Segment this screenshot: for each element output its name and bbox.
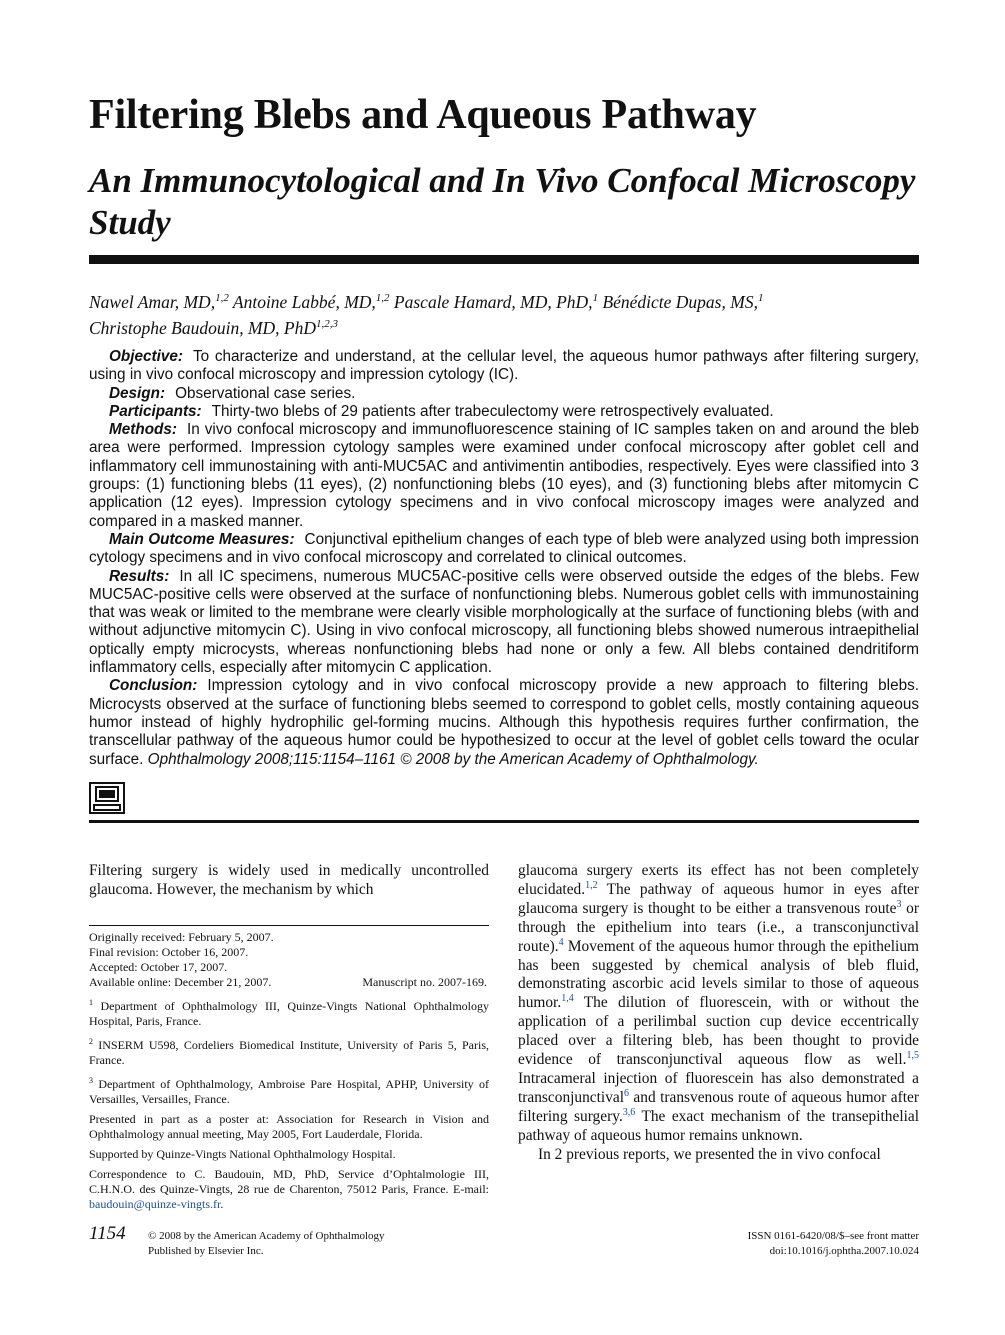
abstract [89,348,919,769]
abstract-objective [89,348,919,385]
available-date: Available online: December 21, 2007. [89,975,272,989]
section-text: Thirty-two blebs of 29 patients after trabeculectomy were retrospectively evaluated. [211,402,774,420]
article-title: Filtering Blebs and Aqueous Pathway [89,92,757,138]
correspondence-text: Correspondence to C. Baudouin, MD, PhD, Service d’Ophtalmologie III, C.H.N.O. des Quinze-Vingts, 28 rue de Charenton, 75012 Paris, France. E-mail: [89,1167,489,1196]
available-row [89,975,489,990]
sentence: glaucoma surgery exerts its effect has not been completely elucidated. [518,862,919,898]
footnote-rule [89,925,489,926]
abstract-participants [89,403,919,421]
section-text: Conjunctival epithelium changes of each type of bleb were analyzed using both impression cytology specimens and in vivo confocal microscopy and correlated to clinical outcomes. [89,530,920,567]
section-label: Objective: [109,348,183,365]
affiliation-ref: 1,2 [215,292,229,304]
citation-ref[interactable]: 1,4 [561,993,574,1005]
sentence: The exact mechanism of the transepithelial pathway of aqueous humor remains unknown. [518,1107,919,1144]
affiliation-ref: 1,2,3 [316,317,339,330]
left-column-text [89,862,489,900]
section-text: To characterize and understand, at the cellular level, the aqueous humor pathways after filtering surgery, using in vivo confocal microscopy and impression cytology (IC). [89,348,919,384]
computer-monitor-icon [89,782,125,814]
sentence: The dilution of fluorescein, with or without the application of a perilimbal suction cup device eccentrically placed over a filtering bleb, has been thought to provide evidence of transconjunctival aqueous flow as well. [518,994,919,1069]
page-number: 1154 [89,1223,126,1244]
affiliation-number: 1 [89,998,93,1007]
punctuation: . [220,1197,224,1211]
author-name: Christophe Baudouin, MD, PhD [89,317,317,338]
abstract-design [89,385,919,403]
doi-line[interactable]: doi:10.1016/j.ophtha.2007.10.024 [769,1245,919,1257]
sentence: Intracameral injection of fluorescein has also demonstrated a transconjunctival [518,1069,919,1106]
article-dates [89,930,489,990]
author-name: Pascale Hamard, MD, PhD, [393,291,593,312]
section-text: Observational case series. [175,384,356,402]
publisher-line: Published by Elsevier Inc. [148,1245,264,1257]
author-line-2 [89,313,919,339]
affiliation-2 [89,1034,489,1068]
affiliation-3 [89,1073,489,1107]
received-date: Originally received: February 5, 2007. [89,930,274,944]
title-rule [89,255,919,264]
intro-paragraph: Filtering surgery is widely used in medically uncontrolled glaucoma. However, the mechanism by which [89,862,489,898]
abstract-methods [89,421,919,531]
affiliation-number: 2 [89,1037,93,1046]
affiliation-ref: 1,2 [375,292,390,304]
affiliation-ref: 1 [592,292,599,304]
abstract-conclusion [89,677,919,768]
citation-ref[interactable]: 3 [896,898,902,910]
section-label: Main Outcome Measures: [109,530,295,548]
presented-note: Presented in part as a poster at: Association for Research in Vision and Ophthalmology annual meeting, May 2005, Fort Lauderdale, Florida. [89,1112,489,1141]
affiliation-number: 3 [89,1076,93,1085]
section-label: Design: [109,384,166,402]
section-text: Impression cytology and in vivo confocal microscopy provide a new approach to filtering blebs. Microcysts observed at the surface of functioning blebs seemed to correspond to goblet cells, mostly containing aqueous humor instead of highly hydrophilic gel-forming mucins. Although this hypothesis requires further confirmation, the transcellular pathway of the aqueous humor could be hypothesized to occur at the level of goblet cells toward the ocular surface. [89,677,919,768]
section-text: In all IC specimens, numerous MUC5AC-positive cells were observed outside the edges of the blebs. Few MUC5AC-positive cells were observed at the surface of nonfunctioning blebs. Numerous goblet cells with immunostaining that was weak or limited to the membrane were clearly visible morphologically at the surface of functioning blebs (with and without adjunctive mitomycin C). Using in vivo confocal microscopy, all functioning blebs showed numerous intraepithelial optically empty microcysts, whereas nonfunctioning blebs had none or only a few. All blebs contained dendritiform inflammatory cells, especially after mitomycin C application. [89,567,919,677]
citation-ref[interactable]: 1,5 [906,1049,919,1061]
citation-ref[interactable]: 3,6 [622,1106,636,1118]
journal-citation: Ophthalmology 2008;115:1154–1161 © 2008 by the American Academy of Ophthalmology. [147,750,759,768]
author-line-1 [89,287,919,313]
body-paragraph-2: In 2 previous reports, we presented the in vivo confocal [538,1145,881,1163]
author-name: Antoine Labbé, MD, [232,291,376,312]
affiliation-1 [89,995,489,1029]
affiliation-text: Department of Ophthalmology III, Quinze-Vingts National Ophthalmology Hospital, Paris, France. [89,999,489,1028]
accepted-date: Accepted: October 17, 2007. [89,960,228,974]
body-paragraph [518,862,919,1146]
support-note: Supported by Quinze-Vingts National Ophthalmology Hospital. [89,1147,396,1161]
manuscript-number: Manuscript no. 2007-169. [362,975,487,989]
correspondence-note [89,1167,489,1212]
issn-line: ISSN 0161-6420/08/$–see front matter [747,1230,919,1242]
article-subtitle: An Immunocytological and In Vivo Confocal Microscopy Study [89,161,916,242]
citation-ref[interactable]: 6 [624,1087,629,1099]
email-link[interactable]: baudouin@quinze-vingts.fr [89,1197,221,1211]
section-label: Methods: [109,421,177,439]
author-list [89,287,919,339]
abstract-rule [89,820,919,823]
copyright-line: © 2008 by the American Academy of Ophthalmology [148,1230,385,1242]
footer-right [748,1229,919,1259]
sentence: or through the epithelium into tears (i.e., a transconjunctival route). [518,899,920,955]
section-label: Participants: [109,402,202,420]
abstract-outcome [89,531,919,568]
sentence: Movement of the aqueous humor through the epithelium has been suggested by chemical analysis of bleb fluid, demonstrating ascorbic acid levels similar to those of aqueous humor. [518,937,919,1012]
citation-ref[interactable]: 4 [558,936,564,948]
section-label: Conclusion: [109,677,198,695]
revision-date: Final revision: October 16, 2007. [89,945,249,959]
footnotes [89,930,489,1217]
sentence: The pathway of aqueous humor in eyes after glaucoma surgery is thought to be either a transvenous route [518,880,919,917]
author-name: Bénédicte Dupas, MS, [602,291,758,312]
author-name: Nawel Amar, MD, [89,291,216,312]
section-label: Results: [109,567,170,585]
abstract-results [89,568,919,678]
citation-ref[interactable]: 1,2 [585,879,598,891]
affiliation-text: INSERM U598, Cordeliers Biomedical Institute, University of Paris 5, Paris, France. [89,1038,489,1067]
section-text: In vivo confocal microscopy and immunofluorescence staining of IC samples taken on and around the bleb area were performed. Impression cytology samples were examined under confocal microscopy after goblet cell and inflammatory cell immunostaining with anti-MUC5AC and antivimentin antibodies, respectively. Eyes were classified into 3 groups: (1) functioning blebs (11 eyes), (2) nonfunctioning blebs (10 eyes), and (3) functioning blebs after mitomycin C application (12 eyes). Impression cytology specimens and in vivo confocal microscopy images were analyzed and compared in a masked manner. [89,421,919,530]
footer-left [148,1229,385,1259]
sentence: and transvenous route of aqueous humor after filtering surgery. [518,1088,919,1125]
affiliation-ref: 1 [757,292,764,304]
affiliation-text: Department of Ophthalmology, Ambroise Pare Hospital, APHP, University of Versailles, Versailles, France. [89,1077,489,1106]
right-column-text [518,862,919,1165]
